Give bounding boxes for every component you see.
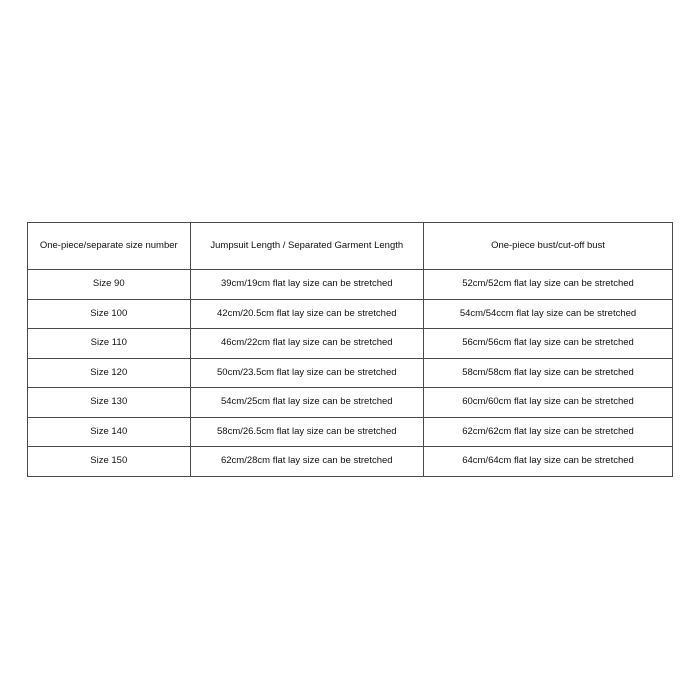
cell-size: Size 110 — [28, 329, 191, 359]
table-row — [28, 299, 673, 329]
cell-length: 46cm/22cm flat lay size can be stretched — [190, 329, 423, 359]
table-row — [28, 270, 673, 300]
cell-length: 42cm/20.5cm flat lay size can be stretched — [190, 299, 423, 329]
cell-bust: 64cm/64cm flat lay size can be stretched — [424, 447, 673, 477]
cell-size: Size 120 — [28, 358, 191, 388]
table-row — [28, 358, 673, 388]
column-header-length: Jumpsuit Length / Separated Garment Length — [190, 223, 423, 270]
cell-bust: 54cm/54ccm flat lay size can be stretched — [424, 299, 673, 329]
cell-size: Size 150 — [28, 447, 191, 477]
cell-length: 62cm/28cm flat lay size can be stretched — [190, 447, 423, 477]
cell-bust: 62cm/62cm flat lay size can be stretched — [424, 417, 673, 447]
table-row — [28, 388, 673, 418]
cell-length: 50cm/23.5cm flat lay size can be stretched — [190, 358, 423, 388]
table-row — [28, 447, 673, 477]
cell-size: Size 140 — [28, 417, 191, 447]
table-header-row — [28, 223, 673, 270]
table-row — [28, 417, 673, 447]
cell-size: Size 100 — [28, 299, 191, 329]
table-row — [28, 329, 673, 359]
column-header-bust: One-piece bust/cut-off bust — [424, 223, 673, 270]
cell-bust: 56cm/56cm flat lay size can be stretched — [424, 329, 673, 359]
cell-length: 58cm/26.5cm flat lay size can be stretched — [190, 417, 423, 447]
cell-length: 54cm/25cm flat lay size can be stretched — [190, 388, 423, 418]
size-chart-table — [27, 222, 673, 477]
cell-bust: 60cm/60cm flat lay size can be stretched — [424, 388, 673, 418]
cell-size: Size 90 — [28, 270, 191, 300]
column-header-size: One-piece/separate size number — [28, 223, 191, 270]
cell-bust: 52cm/52cm flat lay size can be stretched — [424, 270, 673, 300]
cell-bust: 58cm/58cm flat lay size can be stretched — [424, 358, 673, 388]
cell-length: 39cm/19cm flat lay size can be stretched — [190, 270, 423, 300]
size-chart-container — [27, 222, 673, 477]
cell-size: Size 130 — [28, 388, 191, 418]
